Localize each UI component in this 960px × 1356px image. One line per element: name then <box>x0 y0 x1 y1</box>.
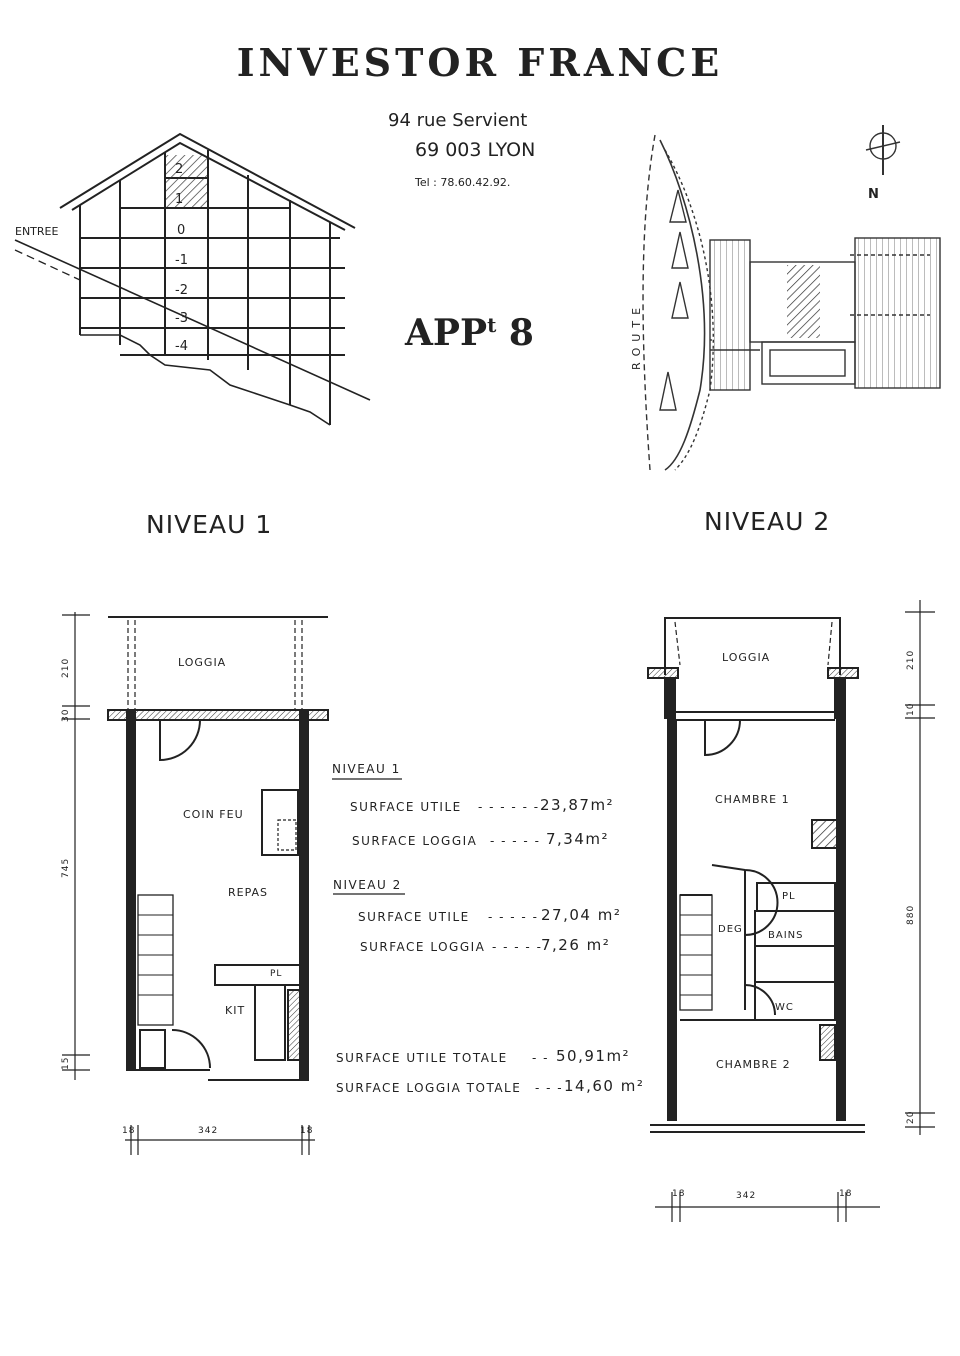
n2-dim-width: 342 <box>736 1191 757 1201</box>
n1-dim-210: 210 <box>61 657 71 678</box>
floor-label: -1 <box>175 253 188 268</box>
floor-label: 2 <box>175 162 184 177</box>
n1-dim-left: 18 <box>122 1126 136 1136</box>
surf-n2-utile-label: SURFACE UTILE <box>358 910 470 924</box>
surf-total-loggia-value: 14,60 m² <box>564 1077 645 1095</box>
niveau1-title: NIVEAU 1 <box>146 510 273 539</box>
apartment-sup: t <box>487 313 497 337</box>
floor-label: 1 <box>175 192 184 207</box>
surf-n1-utile-label: SURFACE UTILE <box>350 800 462 814</box>
niveau2-plan <box>648 600 935 1222</box>
surf-n2-loggia-label: SURFACE LOGGIA <box>360 940 486 954</box>
route-label: ROUTE <box>630 301 643 370</box>
apartment-prefix: APP <box>405 312 488 354</box>
surf-n1-utile-value: 23,87m² <box>540 796 615 814</box>
n2-room-loggia: LOGGIA <box>722 651 771 664</box>
n1-room-loggia: LOGGIA <box>178 656 227 669</box>
surf-n1-loggia-label: SURFACE LOGGIA <box>352 834 478 848</box>
n2-room-chambre2: CHAMBRE 2 <box>716 1058 791 1071</box>
north-label: N <box>868 187 879 202</box>
n1-dim-30: 30 <box>61 708 71 722</box>
surf-n1-loggia-leader: - - - - - <box>490 834 541 848</box>
surf-total-loggia-leader: - - - <box>535 1081 564 1095</box>
surf-n2-utile-leader: - - - - - <box>488 910 539 924</box>
surf-n2-loggia-leader: - - - - - <box>492 940 543 954</box>
surf-total-utile-value: 50,91m² <box>556 1047 631 1065</box>
entree-label: ENTREE <box>15 225 59 238</box>
n2-dim-left: 18 <box>672 1189 686 1199</box>
floor-label: -3 <box>175 311 188 326</box>
floor-label: 0 <box>177 223 186 238</box>
apartment-number: 8 <box>508 312 534 354</box>
surf-n1-loggia-value: 7,34m² <box>546 830 610 848</box>
n2-room-wc: WC <box>775 1002 794 1013</box>
n1-dim-745: 745 <box>61 857 71 878</box>
niveau1-plan <box>62 612 328 1155</box>
floor-label: -2 <box>175 283 188 298</box>
surf-niveau2-heading: NIVEAU 2 <box>333 878 402 892</box>
n2-room-pl: PL <box>782 891 796 902</box>
n2-room-chambre1: CHAMBRE 1 <box>715 793 790 806</box>
surf-n1-utile-leader: - - - - - - <box>478 800 540 814</box>
n1-dim-width: 342 <box>198 1126 219 1136</box>
surf-niveau1-heading: NIVEAU 1 <box>332 762 401 776</box>
n1-dim-15: 15 <box>61 1056 71 1070</box>
n1-room-coin-feu: COIN FEU <box>183 808 244 821</box>
surf-n2-loggia-value: 7,26 m² <box>541 936 611 954</box>
n2-dim-20: 20 <box>906 1110 916 1124</box>
n2-dim-right: 18 <box>839 1189 853 1199</box>
n1-room-pl: PL <box>270 969 283 979</box>
address-street: 94 rue Servient <box>388 110 528 131</box>
surf-total-loggia-label: SURFACE LOGGIA TOTALE <box>336 1081 522 1095</box>
surf-n2-utile-value: 27,04 m² <box>541 906 622 924</box>
section-apartment-hatch <box>166 155 207 207</box>
surf-total-utile-leader: - - <box>532 1051 549 1065</box>
address-city: 69 003 LYON <box>415 139 536 161</box>
n2-dim-880: 880 <box>906 904 916 925</box>
n2-room-bains: BAINS <box>768 930 804 941</box>
company-title: INVESTOR FRANCE <box>236 40 724 85</box>
n2-dim-210: 210 <box>906 649 916 670</box>
n1-room-kit: KIT <box>225 1004 246 1017</box>
phone-number: Tel : 78.60.42.92. <box>415 176 511 189</box>
niveau2-title: NIVEAU 2 <box>704 507 831 536</box>
n1-dim-right: 18 <box>300 1126 314 1136</box>
site-plan <box>643 125 940 470</box>
floor-label: -4 <box>175 339 188 354</box>
n2-room-deg: DEG <box>718 924 743 935</box>
n2-dim-10: 10 <box>906 702 916 716</box>
surf-total-utile-label: SURFACE UTILE TOTALE <box>336 1051 508 1065</box>
n1-room-repas: REPAS <box>228 886 269 899</box>
